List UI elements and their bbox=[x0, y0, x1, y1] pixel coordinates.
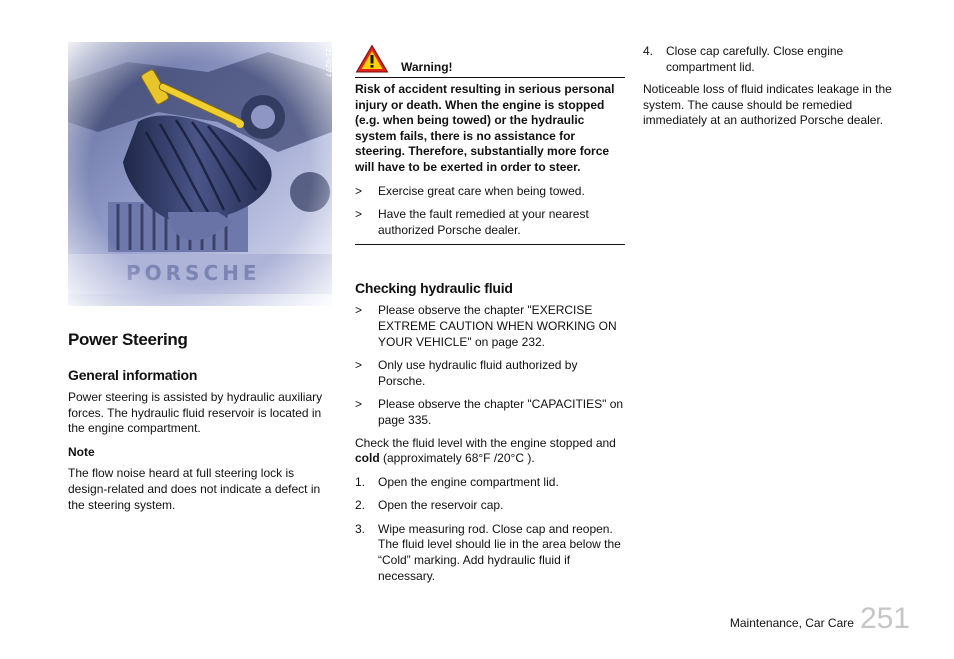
step-item bbox=[355, 498, 625, 514]
warning-title: Warning! bbox=[401, 60, 453, 74]
footer-section-label: Maintenance, Car Care bbox=[729, 616, 854, 631]
list-item bbox=[355, 184, 625, 200]
right-column bbox=[643, 42, 895, 129]
check-post-text: (approximately 68°F /20°C ). bbox=[379, 451, 535, 466]
list-text: Please observe the chapter "EXERCISE EXTREME CAUTION WHEN WORKING ON YOUR VEHICLE" on page 232. bbox=[378, 303, 617, 349]
check-cold-text: cold bbox=[355, 451, 380, 466]
list-marker: > bbox=[355, 183, 363, 198]
list-item bbox=[355, 207, 625, 238]
step-number: 2. bbox=[355, 498, 366, 513]
general-info-heading: General information bbox=[68, 367, 198, 383]
warning-body: Risk of accident resulting in serious personal injury or death. When the engine is stopped (e.g. when being towed) or the hydraulic system fails, there is no assistance for steering. Therefore, substantially more force will have to be exerted in order to steer. bbox=[355, 82, 615, 174]
checking-heading: Checking hydraulic fluid bbox=[355, 280, 513, 297]
list-marker: > bbox=[355, 303, 363, 318]
list-text: Have the fault remedied at your nearest authorized Porsche dealer. bbox=[378, 207, 589, 237]
engine-compartment-image bbox=[68, 42, 332, 306]
page-footer bbox=[730, 604, 910, 634]
section-title: Power Steering bbox=[68, 330, 188, 349]
step-item bbox=[355, 475, 625, 491]
step-number: 3. bbox=[355, 521, 366, 536]
page-number: 251 bbox=[859, 602, 910, 635]
warning-list bbox=[355, 184, 625, 246]
list-marker: > bbox=[355, 397, 363, 412]
step-item bbox=[355, 522, 625, 584]
step-item bbox=[643, 44, 895, 75]
step-text: Open the reservoir cap. bbox=[378, 498, 504, 513]
warning-header bbox=[355, 42, 625, 78]
note-text: The flow noise heard at full steering lock is design-related and does not indicate a defect in the steering system. bbox=[68, 466, 321, 512]
step-text: Open the engine compartment lid. bbox=[378, 474, 559, 489]
list-item bbox=[355, 303, 625, 350]
list-item bbox=[355, 397, 625, 428]
check-instruction bbox=[355, 436, 625, 467]
list-text: Only use hydraulic fluid authorized by Porsche. bbox=[378, 358, 578, 388]
note-label: Note bbox=[68, 444, 95, 459]
middle-column bbox=[355, 42, 625, 584]
left-column bbox=[68, 42, 332, 513]
general-info-text: Power steering is assisted by hydraulic auxiliary forces. The hydraulic fluid reservoir is located in the engine compartment. bbox=[68, 390, 323, 436]
list-marker: > bbox=[355, 207, 363, 222]
list-text: Please observe the chapter "CAPACITIES" on page 335. bbox=[378, 397, 624, 427]
step-text: Wipe measuring rod. Close cap and reopen. The fluid level should lie in the area below the “Cold” marking. Add hydraulic fluid if necessary. bbox=[378, 521, 621, 583]
step-text: Close cap carefully. Close engine compartment lid. bbox=[666, 44, 844, 74]
list-text: Exercise great care when being towed. bbox=[378, 183, 585, 198]
step-number: 1. bbox=[355, 474, 366, 489]
list-item bbox=[355, 358, 625, 389]
list-marker: > bbox=[355, 358, 363, 373]
leak-text: Noticeable loss of fluid indicates leakage in the system. The cause should be remedied immediately at an authorized Porsche dealer. bbox=[643, 82, 892, 128]
step-number: 4. bbox=[643, 44, 654, 58]
warning-triangle-icon bbox=[355, 44, 389, 74]
check-pre-text: Check the fluid level with the engine stopped and bbox=[355, 435, 616, 450]
